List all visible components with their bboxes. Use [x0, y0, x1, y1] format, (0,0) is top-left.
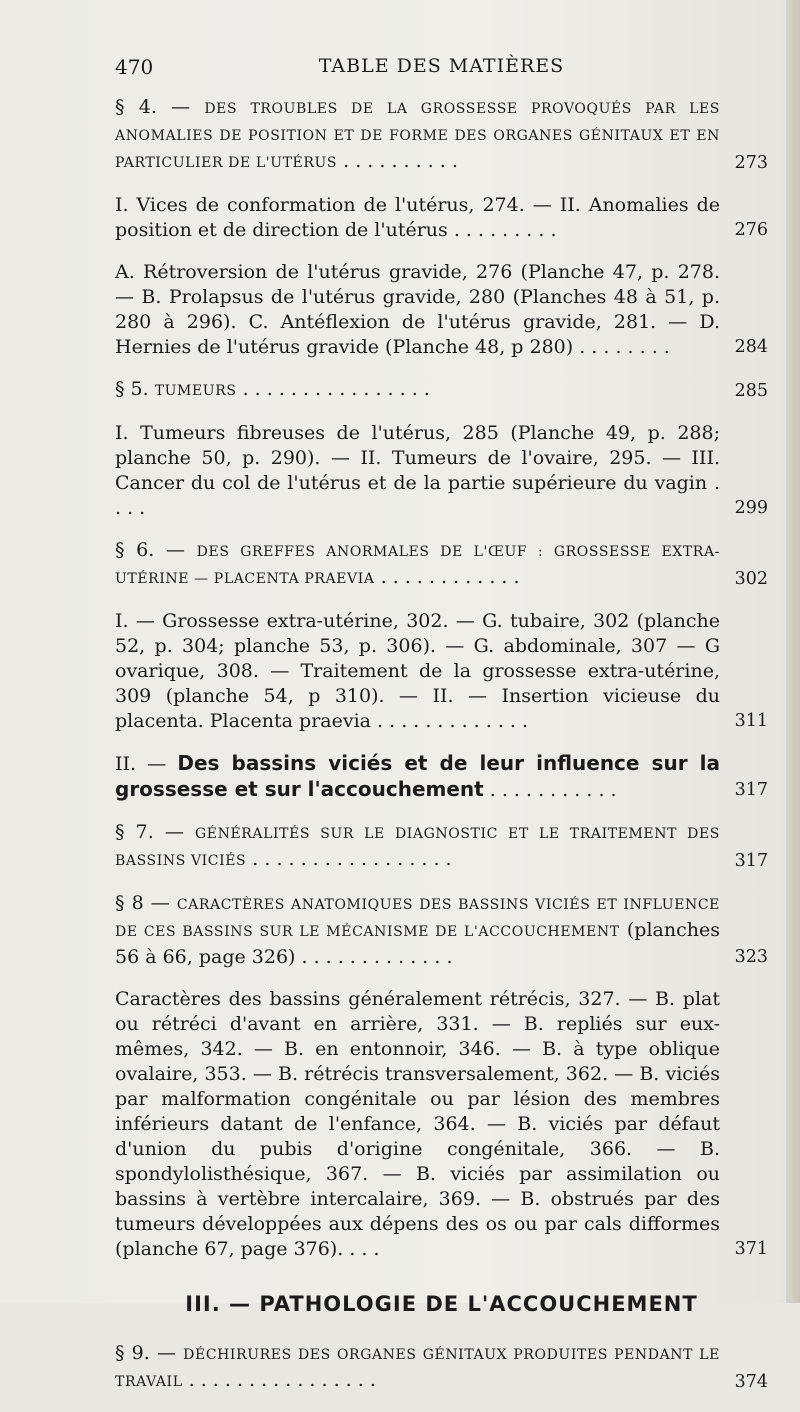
page-header — [115, 55, 768, 85]
toc-entry-subentry-I-vices — [115, 193, 768, 243]
toc-entry-page: 374 — [734, 1372, 768, 1392]
running-title: TABLE DES MATIÈRES — [318, 55, 565, 77]
table-of-contents — [115, 95, 768, 1412]
toc-entry-text: § 5. TUMEURS . . . . . . . . . . . . . . . . — [115, 378, 430, 400]
toc-entry-text: § 9. — DÉCHIRURES DES ORGANES GÉNITAUX PRODUITES PENDANT LE TRAVAIL . . . . . . . . . . . . . . . . — [115, 1342, 721, 1391]
toc-entry-section-7 — [115, 820, 768, 874]
toc-entry-text: § 7. — GÉNÉRALITÉS SUR LE DIAGNOSTIC ET LE TRAITEMENT DES BASSINS VICIÉS . . . . . . . . . . . . . . . . . — [115, 821, 721, 870]
toc-entry-subentry-I-tumeurs — [115, 421, 768, 521]
toc-entry-subentry-A-retroversion — [115, 260, 768, 360]
toc-entry-page: 273 — [734, 153, 768, 173]
page-edge — [786, 0, 800, 1303]
toc-entry-section-9 — [115, 1341, 768, 1395]
toc-entry-text: Caractères des bassins généralement rétrécis, 327. — B. plat ou rétréci d'avant en arrière, 331. — B. repliés sur eux-mêmes, 342. — B. en entonnoir, 346. — B. à type oblique ovalaire, 353. — B. rétrécis transversalement, 362. — B. viciés par malformation congénitale ou par lésion des membres inférieurs datant de l'enfance, 364. — B. viciés par défaut d'union du pubis d'origine congénitale, 366. — B. spondylolisthésique, 367. — B. viciés par assimilation ou bassins à vertèbre intercalaire, 369. — B. obstrués par des tumeurs développées aux dépens des os ou par cals difformes (planche 67, page 376). . . . — [115, 988, 720, 1260]
toc-entry-page: 311 — [734, 711, 768, 731]
toc-entry-text: § 6. — DES GREFFES ANORMALES DE L'ŒUF : GROSSESSE EXTRA-UTÉRINE — PLACENTA PRAEVIA . . . . . . . . . . . . — [115, 539, 720, 588]
toc-entry-page: 276 — [734, 220, 768, 240]
toc-entry-page: 285 — [734, 381, 768, 401]
toc-entries — [115, 95, 768, 1262]
toc-entry-text: § 8 — CARACTÈRES ANATOMIQUES DES BASSINS VICIÉS ET INFLUENCE DE CES BASSINS SUR LE MÉCANISME DE L'ACCOUCHEMENT (planches 56 à 66, page 326) . . . . . . . . . . . . . — [115, 892, 720, 968]
toc-entry-section-6 — [115, 538, 768, 592]
page-number: 470 — [115, 55, 154, 79]
toc-entry-page: 317 — [734, 851, 768, 871]
toc-entry-page: 284 — [734, 337, 768, 357]
toc-entry-page: 317 — [734, 780, 768, 800]
toc-entry-part-II — [115, 751, 768, 803]
toc-entry-section-4 — [115, 95, 768, 176]
toc-entry-page: 371 — [734, 1239, 768, 1259]
toc-entry-page: 299 — [734, 498, 768, 518]
toc-entry-page: 323 — [734, 947, 768, 967]
toc-entry-page: 302 — [734, 569, 768, 589]
chapter-heading: III. — PATHOLOGIE DE L'ACCOUCHEMENT — [185, 1292, 698, 1316]
toc-entry-text: I. Vices de conformation de l'utérus, 274. — II. Anomalies de position et de direction de l'utérus . . . . . . . . . — [115, 194, 720, 241]
toc-entry-section-5 — [115, 377, 768, 404]
toc-entry-text: II. — Des bassins viciés et de leur influence sur la grossesse et sur l'accouchement . . . . . . . . . . . — [115, 751, 720, 801]
toc-entry-section-8 — [115, 891, 768, 970]
toc-entry-subentry-I-grossesse — [115, 609, 768, 734]
toc-entry-text: § 4. — DES TROUBLES DE LA GROSSESSE PROVOQUÉS PAR LES ANOMALIES DE POSITION ET DE FORME DES ORGANES GÉNITAUX ET EN PARTICULIER DE L'UTÉRUS . . . . . . . . . . — [115, 96, 720, 172]
toc-entry-text: A. Rétroversion de l'utérus gravide, 276 (Planche 47, p. 278. — B. Prolapsus de l'utérus gravide, 280 (Planches 48 à 51, p. 280 à 296). C. Antéflexion de l'utérus gravide, 281. — D. Hernies de l'utérus gravide (Planche 48, p 280) . . . . . . . . — [115, 261, 720, 358]
toc-entry-subentry-caracteres — [115, 987, 768, 1262]
toc-entry-text: I. Tumeurs fibreuses de l'utérus, 285 (Planche 49, p. 288; planche 50, p. 290). — II. Tumeurs de l'ovaire, 295. — III. Cancer du col de l'utérus et de la partie supérieure du vagin . . . . — [115, 422, 720, 519]
toc-entry-text: I. — Grossesse extra-utérine, 302. — G. tubaire, 302 (planche 52, p. 304; planche 53, p. 306). — G. abdominale, 307 — G ovarique, 308. — Traitement de la grossesse extra-utérine, 309 (planche 54, p 310). — II. — Insertion vicieuse du placenta. Placenta praevia . . . . . . . . . . . . . — [115, 610, 720, 732]
